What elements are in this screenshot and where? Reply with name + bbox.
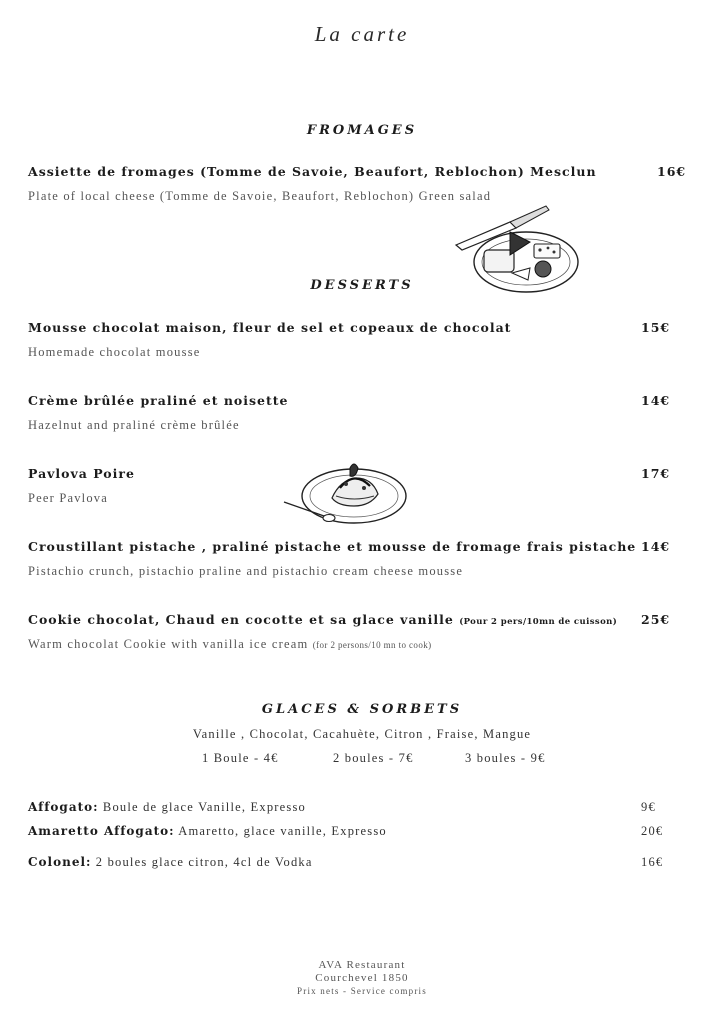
- menu-item-description-note: (for 2 persons/10 mn to cook): [312, 640, 432, 650]
- ice-cream-flavours: Vanille , Chocolat, Cacahuète, Citron , Fraise, Mangue: [192, 727, 532, 741]
- section-heading-glaces: GLACES & SORBETS: [261, 702, 463, 717]
- menu-item-name: Mousse chocolat maison, fleur de sel et copeaux de chocolat: [28, 320, 512, 335]
- footer-location: Courchevel 1850: [315, 972, 409, 984]
- menu-item-description: Pistachio crunch, pistachio praline and pistachio cream cheese mousse: [28, 564, 464, 578]
- menu-item-price: 16€: [657, 164, 687, 179]
- footer-pricing-note: Prix nets - Service compris: [297, 986, 427, 996]
- drink-item-label: Affogato:: [28, 800, 99, 814]
- pavlova-plate-illustration: [280, 458, 410, 530]
- menu-item-price: 17€: [641, 466, 671, 481]
- menu-item-description: Plate of local cheese (Tomme de Savoie, Beaufort, Reblochon) Green salad: [28, 189, 492, 203]
- footer-restaurant-name: AVA Restaurant: [318, 959, 406, 971]
- menu-item-price: 14€: [641, 393, 671, 408]
- drink-item-description: Boule de glace Vanille, Expresso: [98, 800, 306, 814]
- menu-item-name-note: (Pour 2 pers/10mn de cuisson): [459, 617, 618, 627]
- footer: [0, 959, 724, 998]
- drink-item: [28, 824, 387, 839]
- drink-item-price: 9€: [641, 800, 656, 814]
- drink-item-label: Amaretto Affogato:: [28, 824, 175, 838]
- scoop-price-2: 2 boules - 7€: [333, 751, 414, 765]
- menu-item-name: Assiette de fromages (Tomme de Savoie, Beaufort, Reblochon) Mesclun: [28, 164, 597, 179]
- menu-item-price: 25€: [641, 612, 671, 627]
- drink-item-label: Colonel:: [28, 855, 92, 869]
- menu-item-description: Peer Pavlova: [28, 491, 109, 505]
- drink-item-description: 2 boules glace citron, 4cl de Vodka: [91, 855, 313, 869]
- drink-item-description: Amaretto, glace vanille, Expresso: [174, 824, 387, 838]
- scoop-price-1: 1 Boule - 4€: [202, 751, 279, 765]
- menu-item-price: 15€: [641, 320, 671, 335]
- menu-item-description: Homemade chocolat mousse: [28, 345, 201, 359]
- menu-item-name-text: Cookie chocolat, Chaud en cocotte et sa glace vanille: [28, 612, 454, 627]
- menu-item-description-text: Warm chocolat Cookie with vanilla ice cream: [28, 637, 309, 651]
- section-heading-fromages: FROMAGES: [306, 123, 418, 138]
- drink-item-price: 16€: [641, 855, 664, 869]
- menu-item-name: [28, 612, 617, 627]
- section-heading-desserts: DESSERTS: [310, 278, 414, 293]
- menu-item-name: Croustillant pistache , praliné pistache et mousse de fromage frais pistache: [28, 539, 637, 554]
- scoop-price-3: 3 boules - 9€: [465, 751, 546, 765]
- menu-item-description: Hazelnut and praliné crème brûlée: [28, 418, 240, 432]
- menu-item-name: Crème brûlée praliné et noisette: [28, 393, 289, 408]
- drink-item-price: 20€: [641, 824, 664, 838]
- menu-item-name: Pavlova Poire: [28, 466, 135, 481]
- page-title: La carte: [314, 22, 410, 46]
- menu-item-price: 14€: [641, 539, 671, 554]
- drink-item: [28, 800, 306, 815]
- drink-item: [28, 855, 313, 870]
- menu-item-description: [28, 637, 432, 652]
